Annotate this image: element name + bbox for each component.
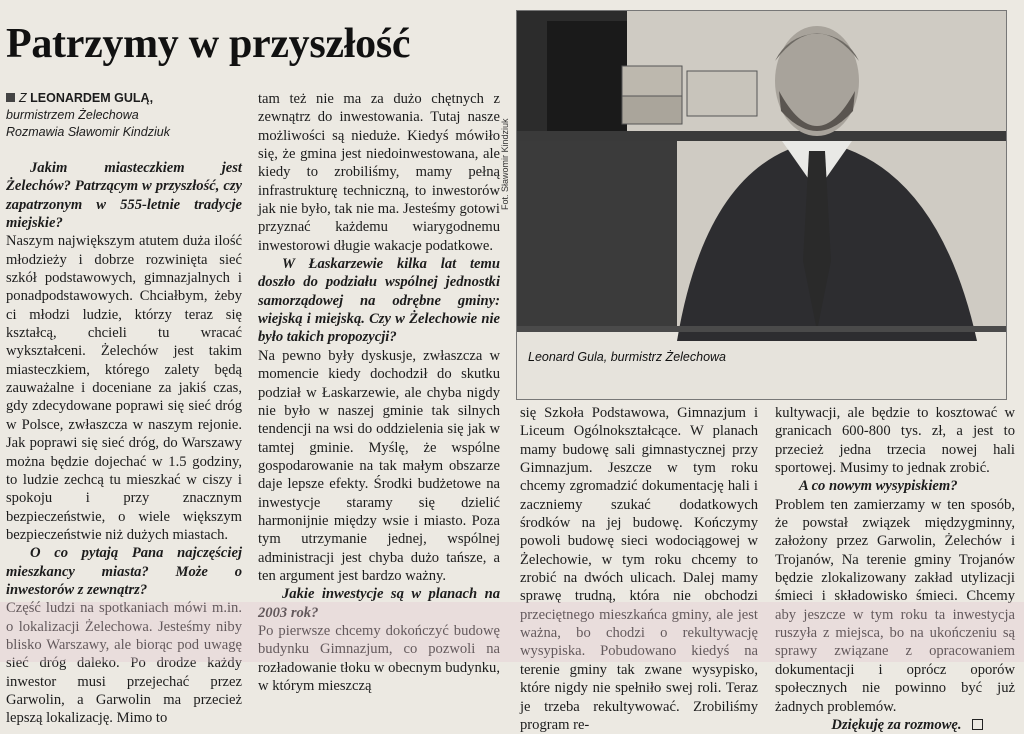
column-1-text: [6, 159, 242, 728]
article-photo: [516, 10, 1007, 400]
column-3: [520, 404, 758, 734]
square-bullet-icon: [6, 93, 15, 102]
interview-question: Jakie inwestycje są w planach na 2003 rok?: [258, 586, 500, 621]
interview-answer: Na pewno były dyskusje, zwłaszcza w momencie kiedy dochodził do skutku podział w Łaskarzewie, ale chyba nigdy nie było w naszej gminie tak silnych tendencji na wsi do oddzielenia się jak w tamtej gminie. Myślę, że wspólne gospodarowanie na tak małym obszarze daje lepsze efekty. Środki budżetowe na inwestycje staramy się dzielić harmonijnie między wsie i miasto. Poza tym utrzymanie jednej, wspólnej administracji jest chyba dużo tańsze, a ten argument jest bardzo ważny.: [258, 347, 500, 584]
interview-question: A co nowym wysypiskiem?: [799, 478, 958, 495]
article-title: Patrzymy w przyszłość: [6, 21, 411, 67]
column-4: [775, 404, 1015, 734]
interview-question: W Łaskarzewie kilka lat temu doszło do podziału wspólnej jednostki samorządowej na odrębne gminy: wiejską i miejską. Czy w Żelechowie nie było takich propozycji?: [258, 256, 500, 346]
column-2-text: [258, 90, 500, 695]
interview-answer: Część ludzi na spotkaniach mówi m.in. o lokalizacji Żelechowa. Jesteśmy niby blisko Warszawy, ale biorąc pod uwagę sieć dróg daleko. Po drodze każdy inwestor musi przejechać przez Garwolin, a Garwolin ma przecież lepszą lokalizację. Mimo to: [6, 600, 242, 727]
photo-credit: Fot. Sławomir Kindziuk: [500, 118, 510, 210]
interview-answer: Problem ten zamierzamy w ten sposób, że powstał związek międzygminny, założony przez Garwolin, Żelechów i Trojanów, Na terenie gminy Trojanów będzie zlokalizowany zakład utylizacji śmieci i składowisko śmieci. Chcemy aby jeszcze w tym roku ta inwestycja ruszyła z miejsca, bo na ukończeniu są sprawy związane z opracowaniem dokumentacji i oprócz oporów społecznych nie powinno być już żadnych problemów.: [775, 496, 1015, 715]
interview-answer: kultywacji, ale będzie to kosztować w granicach 600-800 tys. zł, a jest to przecież jedna trzecia nowej hali sportowej. Musimy to jednak zrobić.: [775, 405, 1015, 477]
interview-answer: Po pierwsze chcemy dokończyć budowę budynku Gimnazjum, co pozwoli na rozładowanie tłoku w obecnym budynku, w którym mieszczą: [258, 622, 500, 694]
column-4-text: [775, 404, 1015, 734]
interview-question: Dziękuję za rozmowę.: [775, 716, 1015, 734]
interview-answer: Naszym największym atutem duża ilość młodzieży i dobrze rozwinięta sieć szkół podstawowych, gimnazjalnych i ponadpodstawowych. Chciałbym, żeby ci młodzi ludzie, którzy teraz się kształcą, chcieli tu wracać wykształceni. Żelechów jest takim miasteczkiem, którego zalety będą zauważalne i doceniane za jakiś czas, gdy zdecydowane poprawi się sieć dróg w Polsce, zwłaszcza w naszym rejonie. Jak poprawi się sieć dróg, do Warszawy można będzie dojechać w 1.5 godziny, to ludzie zechcą tu mieszkać w ciszy i spokoju i przy znacznym bezpieczeństwie, o wiele większym bezpieczeństwie niż dużych miastach.: [6, 233, 242, 543]
interview-question: O co pytają Pana najczęściej mieszkancy miasta? Może o inwestorów z zewnątrz?: [6, 545, 242, 598]
byline-author: Rozmawia Sławomir Kindziuk: [6, 125, 170, 139]
interview-answer: tam też nie ma za dużo chętnych z zewnątrz do inwestowania. Tutaj nasze możliwości są nieduże. Kiedyś mówiło się, że gmina jest niedoinwestowana, ale kiedy to zrobiliśmy, mamy pełną infrastrukturę techniczną, to inwestorów jak nie było, tak nie ma. Jesteśmy gotowi przyznać każdemu wiarygodnemu inwestorowi długie wakacje podatkowe.: [258, 91, 500, 254]
column-2: [258, 90, 500, 695]
byline-prefix: Z: [19, 91, 27, 105]
column-1: [6, 90, 242, 728]
interview-question: Jakim miasteczkiem jest Żelechów? Patrzącym w przyszłość, czy zapatrzonym w 555-letnie tradycje miejskie?: [6, 160, 242, 232]
byline: [6, 90, 242, 141]
byline-role: burmistrzem Żelechowa: [6, 108, 139, 122]
photo-caption: Leonard Gula, burmistrz Żelechowa: [528, 350, 727, 364]
column-3-text: [520, 404, 758, 734]
byline-name: LEONARDEM GULĄ,: [30, 91, 154, 105]
portrait-photo-icon: [517, 11, 1006, 399]
interview-answer: się Szkoła Podstawowa, Gimnazjum i Liceum Ogólnokształcące. W planach mamy budowę sali gimnastycznej przy Gimnazjum. Jeszcze w tym roku chcemy zgromadzić dokumentację hali i zaczniemy szukać dodatkowych środków na jej budowę. Kończymy powoli budowę sieci wodociągowej w Żelechowie, w tym roku chcemy to zrobić na dwóch ulicach. Dalej mamy sprawę trudną, która nie obchodzi przeciętnego mieszkańca gminy, ale jest ważna, bo chodzi o rekultywację wysypiska. Pobudowano kiedyś na terenie gminy tak zwane wysypisko, które nigdy nie spełniło swej roli. Teraz je trzeba rekultywować. Zrobiliśmy program re-: [520, 405, 758, 733]
end-square-icon: [972, 719, 983, 730]
